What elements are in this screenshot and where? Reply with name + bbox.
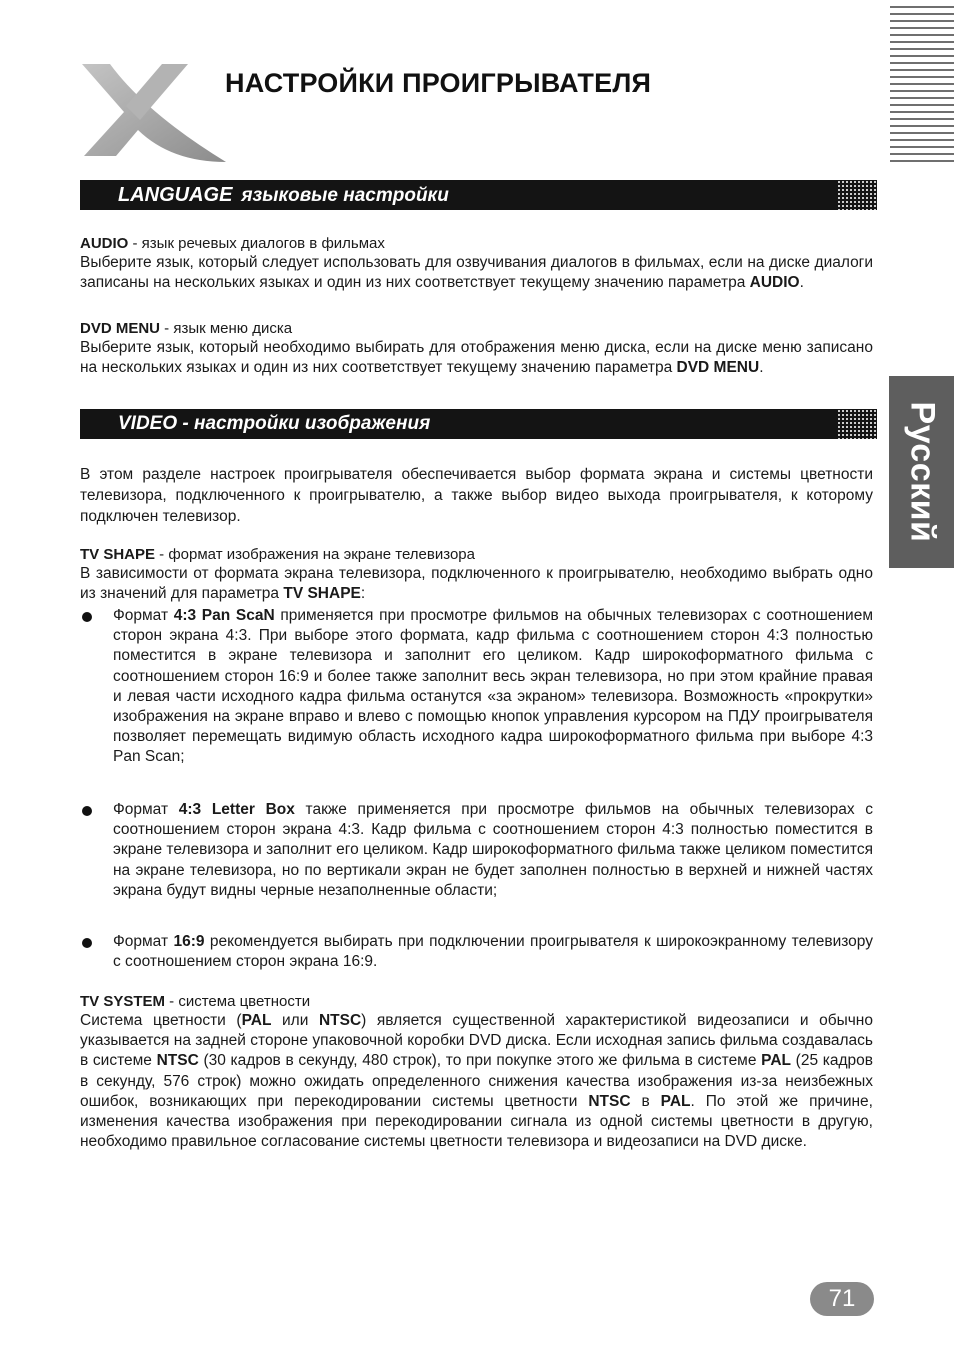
side-tab-label: Русский xyxy=(903,401,941,543)
list-item-prefix: Формат xyxy=(113,933,174,950)
audio-description xyxy=(80,253,873,292)
tv-system-text: . По этой же причине, изменения качества изображения при перекодировании сигнала из одной системы цветности в другую, необходимо правильное согласование системы цветности телевизора и видеозаписи на DVD диске. xyxy=(80,1092,873,1151)
dvd-menu-desc: - язык меню диска xyxy=(160,320,293,337)
tv-system-setting xyxy=(80,993,873,1152)
tv-shape-body-term: TV SHAPE xyxy=(283,584,361,602)
tv-system-term: TV SYSTEM xyxy=(80,993,166,1010)
decorative-stripes xyxy=(890,6,954,162)
bullet-icon xyxy=(82,612,92,622)
audio-heading xyxy=(80,235,873,253)
list-item-text xyxy=(113,932,873,972)
page-title: НАСТРОЙКИ ПРОИГРЫВАТЕЛЯ xyxy=(225,68,652,98)
list-item-body: применяется при просмотре фильмов на обычных телевизорах с соотношением сторон экрана 4:3. При выборе этого формата, кадр фильма с соотношением сторон 4:3 полностью поместится в экране телевизора и заполнит его целиком. Кадр широкоформатного фильма с соотношением сторон 16:9 и более также заполнит весь экран телевизора, но при этом крайние правая и левая части исходного кадра фильма останутся «за экраном» телевизора. Возможность «прокрутки» изображения на экране вправо и влево с помощью кнопок управления курсором на ПДУ проигрывателя позволяет перемещать видимую область исходного кадра широкоформатного фильма при выборе 4:3 Pan Scan; xyxy=(113,607,873,766)
pal-term: PAL xyxy=(241,1012,272,1029)
tv-system-desc: - система цветности xyxy=(165,993,311,1010)
audio-desc: - язык речевых диалогов в фильмах xyxy=(128,235,385,252)
list-item-16-9 xyxy=(80,932,873,972)
tv-system-text: ) является существенной характеристикой видеозаписи и обычно указывается на задней стороне упаковочной коробки DVD диска. Если исходная запись фильма создавалась в системе xyxy=(80,1012,873,1070)
tv-system-text: или xyxy=(271,1012,319,1029)
dvd-menu-body-text: Выберите язык, который необходимо выбирать для отображения меню диска, если на диске меню записано на нескольких языках и один из них соответствует текущему значению параметра xyxy=(80,339,873,376)
bullet-icon xyxy=(82,806,92,816)
language-side-tab xyxy=(889,376,954,568)
dvd-menu-heading xyxy=(80,320,873,338)
list-item-term: 4:3 Pan ScaN xyxy=(173,607,275,624)
tv-shape-body-text: В зависимости от формата экрана телевизора, подключенного к проигрывателю, необходимо выбрать одно из значений для параметра xyxy=(80,565,873,602)
dvd-menu-description xyxy=(80,338,873,377)
tv-system-text: в xyxy=(630,1092,661,1110)
language-section-title: LANGUAGE xyxy=(118,184,233,206)
language-section-header xyxy=(80,180,877,210)
language-section-subtitle: языковые настройки xyxy=(241,185,449,206)
page-number: 71 xyxy=(810,1282,874,1316)
tv-system-text: (30 кадров в секунду, 480 строк), то при покупке этого же фильма в системе xyxy=(198,1052,762,1070)
list-item-prefix: Формат xyxy=(113,801,179,818)
tv-system-heading xyxy=(80,993,873,1011)
pal-term: PAL xyxy=(660,1092,691,1110)
audio-setting xyxy=(80,235,873,292)
tv-shape-body-end: : xyxy=(360,584,366,602)
ntsc-term: NTSC xyxy=(156,1052,199,1070)
list-item-term: 4:3 Letter Box xyxy=(178,801,295,818)
audio-body-end: . xyxy=(799,273,804,291)
x-logo-icon xyxy=(76,58,232,168)
tv-system-description xyxy=(80,1011,873,1152)
tv-shape-description xyxy=(80,564,873,603)
audio-body-text: Выберите язык, который следует использовать для озвучивания диалогов в фильмах, если на диске диалоги записаны на нескольких языках и один из них соответствует текущему значению параметра xyxy=(80,254,873,291)
list-item-text xyxy=(113,800,873,901)
video-section-header xyxy=(80,409,877,439)
bullet-icon xyxy=(82,938,92,948)
tv-system-text: Система цветности ( xyxy=(80,1012,242,1029)
list-item-letter-box xyxy=(80,800,873,901)
list-item-body: также применяется при просмотре фильмов на обычных телевизорах с соотношением сторон экрана 4:3. Кадр фильма с соотношением сторон 4:3 полностью поместится в экране телевизора и заполнит его целиком. Кадр широкоформатного фильма также целиком поместится на экране телевизора, но по вертикали экран не будет заполнен полностью в верхней и нижней частях экрана будут видны черные незаполненные области; xyxy=(113,801,873,899)
audio-term: AUDIO xyxy=(80,235,129,252)
list-item-term: 16:9 xyxy=(173,933,205,950)
video-section-title: VIDEO - настройки изображения xyxy=(118,413,431,434)
ntsc-term: NTSC xyxy=(588,1092,631,1110)
tv-shape-heading xyxy=(80,546,873,564)
video-intro: В этом разделе настроек проигрывателя обеспечивается выбор формата экрана и системы цветности телевизора, подключенного к проигрывателю, а также выбор видео выхода проигрывателя, к которому подключен телевизор. xyxy=(80,466,873,525)
dvd-menu-body-end: . xyxy=(759,358,764,376)
dvd-menu-setting xyxy=(80,320,873,377)
tv-shape-setting xyxy=(80,546,873,603)
pal-term: PAL xyxy=(761,1052,791,1070)
halftone-decoration xyxy=(837,180,877,210)
ntsc-term: NTSC xyxy=(318,1012,362,1029)
tv-shape-term: TV SHAPE xyxy=(80,546,156,563)
halftone-decoration xyxy=(837,409,877,439)
list-item-body: рекомендуется выбирать при подключении проигрывателя к широкоэкранному телевизору с соотношением сторон экрана 16:9. xyxy=(113,933,873,971)
list-item-prefix: Формат xyxy=(113,607,174,624)
audio-body-term: AUDIO xyxy=(749,273,800,291)
list-item-text xyxy=(113,606,873,768)
tv-system-text: (25 кадров в секунду, 576 строк) можно ожидать определенного снижения качества изображения из-за неизбежных ошибок, возникающих при перекодировании системы цветности xyxy=(80,1052,874,1110)
tv-shape-desc: - формат изображения на экране телевизора xyxy=(155,546,475,563)
dvd-menu-body-term: DVD MENU xyxy=(676,358,760,376)
dvd-menu-term: DVD MENU xyxy=(80,320,161,337)
list-item-pan-scan xyxy=(80,606,873,768)
